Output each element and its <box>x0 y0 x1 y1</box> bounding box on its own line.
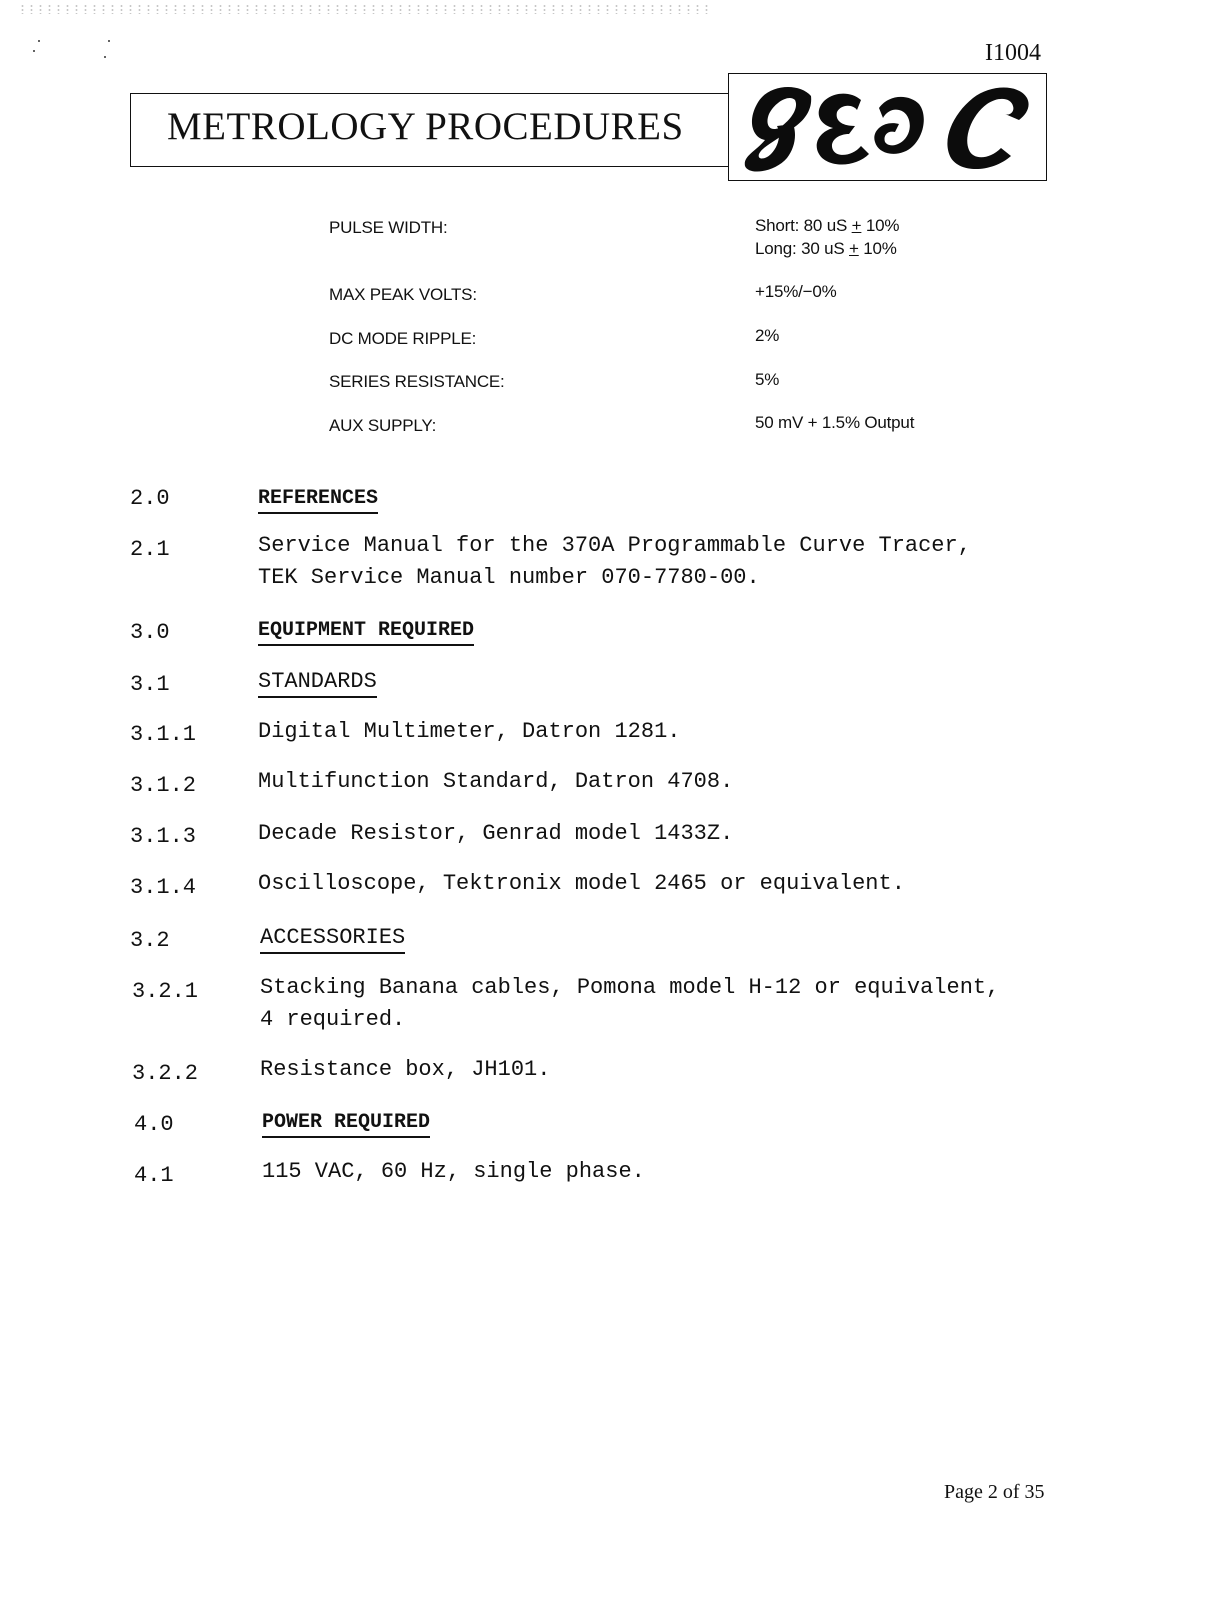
spec-label-max-peak-volts: MAX PEAK VOLTS: <box>329 285 477 304</box>
heading-text: EQUIPMENT REQUIRED <box>258 619 474 646</box>
heading-text: STANDARDS <box>258 669 377 698</box>
section-heading-power-required <box>262 1106 430 1139</box>
section-text: Decade Resistor, Genrad model 1433Z. <box>258 821 734 846</box>
section-number: 3.1.1 <box>130 722 197 747</box>
spec-value-series-resistance: 5% <box>755 370 780 389</box>
gec-logo-icon <box>729 74 1045 179</box>
section-text: Digital Multimeter, Datron 1281. <box>258 719 681 744</box>
pulse-width-long-tolerance: 10% <box>858 239 897 258</box>
section-text: Oscilloscope, Tektronix model 2465 or equivalent. <box>258 871 905 896</box>
spec-label-dc-mode-ripple: DC MODE RIPPLE: <box>329 329 477 348</box>
section-text: 115 VAC, 60 Hz, single phase. <box>262 1159 645 1184</box>
section-heading-references <box>258 482 378 515</box>
section-number: 3.1.3 <box>130 824 197 849</box>
plus-minus-sign: + <box>849 239 859 258</box>
heading-text: REFERENCES <box>258 487 378 514</box>
spec-value-dc-mode-ripple: 2% <box>755 326 780 345</box>
section-number: 3.1.2 <box>130 773 197 798</box>
section-number: 3.0 <box>130 620 170 645</box>
section-number: 3.1 <box>130 672 170 697</box>
section-number: 4.1 <box>134 1163 174 1188</box>
section-heading-standards <box>258 666 377 698</box>
plus-minus-sign: + <box>851 216 862 235</box>
section-text: Service Manual for the 370A Programmable Curve Tracer, TEK Service Manual number 070-7780-00. <box>258 533 971 590</box>
heading-text: POWER REQUIRED <box>262 1111 430 1138</box>
spec-label-series-resistance: SERIES RESISTANCE: <box>329 372 505 391</box>
spec-value-max-peak-volts: +15%/−0% <box>755 282 837 301</box>
scan-speck <box>38 40 40 42</box>
section-heading-accessories <box>260 922 405 954</box>
spec-label-aux-supply: AUX SUPPLY: <box>329 416 437 435</box>
pulse-width-long-text: Long: 30 uS <box>755 239 850 258</box>
company-logo <box>728 73 1047 181</box>
section-text: Multifunction Standard, Datron 4708. <box>258 769 734 794</box>
spec-label-pulse-width: PULSE WIDTH: <box>329 218 448 237</box>
spec-value-pulse-width <box>755 214 899 260</box>
page-number: Page 2 of 35 <box>944 1481 1045 1503</box>
section-text: Stacking Banana cables, Pomona model H-12 or equivalent, 4 required. <box>260 975 1000 1032</box>
spec-value-aux-supply: 50 mV + 1.5% Output <box>755 413 915 432</box>
pulse-width-short-text: Short: 80 uS <box>755 216 852 235</box>
section-number: 2.1 <box>130 537 170 562</box>
section-number: 3.2.1 <box>132 979 199 1004</box>
pulse-width-short-tolerance: 10% <box>861 216 900 235</box>
document-id: I1004 <box>985 40 1041 66</box>
page-title: METROLOGY PROCEDURES <box>167 105 684 148</box>
scan-speck <box>108 40 110 42</box>
section-heading-equipment-required <box>258 614 474 647</box>
scan-speck <box>104 56 106 58</box>
section-number: 3.2 <box>130 928 170 953</box>
section-text: Resistance box, JH101. <box>260 1057 551 1082</box>
section-number: 3.2.2 <box>132 1061 199 1086</box>
heading-text: ACCESSORIES <box>260 925 405 954</box>
section-number: 4.0 <box>134 1112 174 1137</box>
scan-noise <box>18 4 708 14</box>
section-number: 3.1.4 <box>130 875 197 900</box>
section-number: 2.0 <box>130 486 170 511</box>
scan-speck <box>33 50 35 52</box>
